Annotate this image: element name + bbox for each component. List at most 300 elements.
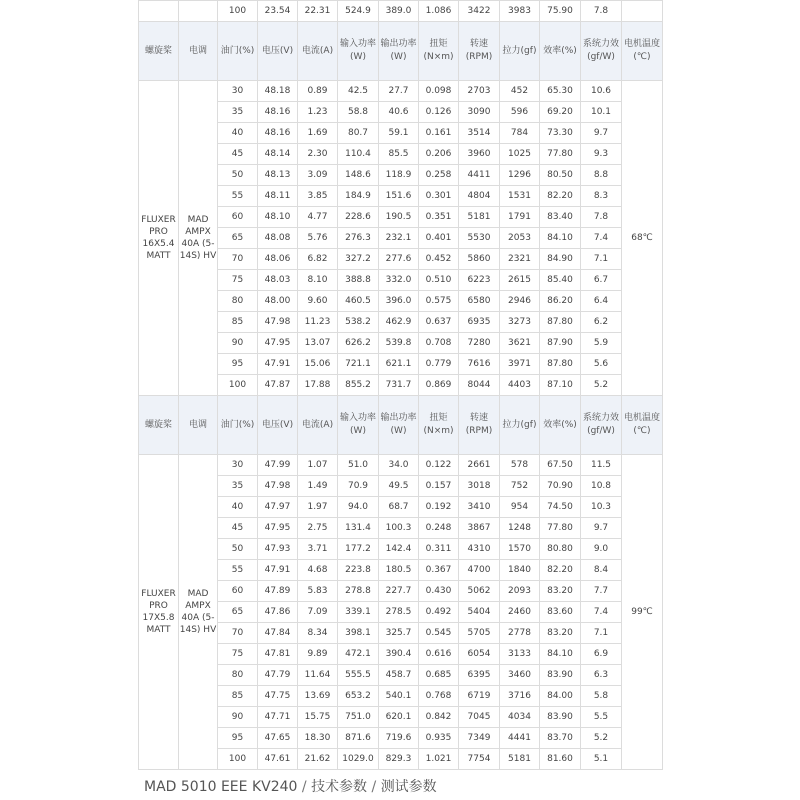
- table-cell: 11.5: [581, 455, 622, 476]
- table-cell: 48.08: [258, 228, 298, 249]
- table-cell: 2321: [500, 249, 540, 270]
- column-header: 转速(RPM): [459, 22, 500, 81]
- table-cell: 100: [218, 1, 258, 22]
- table-cell: 40.6: [379, 102, 419, 123]
- table-row: [139, 375, 663, 396]
- table-cell: 327.2: [338, 249, 379, 270]
- column-header: 效率(%): [540, 22, 581, 81]
- column-header: 电机温度(℃): [622, 22, 663, 81]
- table-cell: 70: [218, 623, 258, 644]
- table-cell: 7754: [459, 749, 500, 770]
- table-cell: 47.91: [258, 354, 298, 375]
- table-cell: 5.9: [581, 333, 622, 354]
- table-cell: 7.7: [581, 581, 622, 602]
- table-cell: 8.34: [298, 623, 338, 644]
- table-cell: 0.492: [419, 602, 459, 623]
- column-header: 拉力(gf): [500, 22, 540, 81]
- table-cell: 6395: [459, 665, 500, 686]
- table-cell: 540.1: [379, 686, 419, 707]
- table-row: [139, 686, 663, 707]
- table-cell: 47.93: [258, 539, 298, 560]
- table-cell: 83.90: [540, 665, 581, 686]
- table-cell: 232.1: [379, 228, 419, 249]
- table-cell: 7.4: [581, 602, 622, 623]
- table-cell: 80: [218, 665, 258, 686]
- table-cell: 7.1: [581, 249, 622, 270]
- table-cell: 85.40: [540, 270, 581, 291]
- table-row: [139, 102, 663, 123]
- table-cell: 49.5: [379, 476, 419, 497]
- table-cell: 0.452: [419, 249, 459, 270]
- table-cell: 148.6: [338, 165, 379, 186]
- table-cell: 1248: [500, 518, 540, 539]
- table-cell: 9.89: [298, 644, 338, 665]
- table-cell: 277.6: [379, 249, 419, 270]
- table-cell: 87.80: [540, 354, 581, 375]
- table-cell: 458.7: [379, 665, 419, 686]
- table-cell: 47.95: [258, 518, 298, 539]
- table-cell: 3716: [500, 686, 540, 707]
- table-cell: 1.97: [298, 497, 338, 518]
- table-cell: 752: [500, 476, 540, 497]
- table-cell: 0.685: [419, 665, 459, 686]
- table-cell: 7.8: [581, 1, 622, 22]
- table-cell: 8044: [459, 375, 500, 396]
- table-cell: 3514: [459, 123, 500, 144]
- table-cell: 396.0: [379, 291, 419, 312]
- table-cell: 0.545: [419, 623, 459, 644]
- table-cell: 48.18: [258, 81, 298, 102]
- table-cell: 47.75: [258, 686, 298, 707]
- table-cell: 6.3: [581, 665, 622, 686]
- table-cell: 2661: [459, 455, 500, 476]
- table-cell: 1.07: [298, 455, 338, 476]
- table-cell: 47.98: [258, 476, 298, 497]
- table-row: [139, 602, 663, 623]
- table-cell: 70: [218, 249, 258, 270]
- table-cell: 86.20: [540, 291, 581, 312]
- table-cell: 5181: [459, 207, 500, 228]
- column-header: 电流(A): [298, 22, 338, 81]
- table-cell: 4.68: [298, 560, 338, 581]
- table-row: [139, 539, 663, 560]
- table-cell: 87.80: [540, 312, 581, 333]
- table-cell: 82.20: [540, 186, 581, 207]
- table-row: [139, 312, 663, 333]
- esc-cell: MAD AMPX 40A (5-14S) HV: [179, 81, 218, 396]
- table-cell: 1.23: [298, 102, 338, 123]
- table-cell: 118.9: [379, 165, 419, 186]
- table-cell: 75: [218, 270, 258, 291]
- table-cell: 2.30: [298, 144, 338, 165]
- table-cell: 0.575: [419, 291, 459, 312]
- table-cell: 55: [218, 560, 258, 581]
- column-header: 电调: [179, 22, 218, 81]
- column-header: 电压(V): [258, 22, 298, 81]
- table-cell: 10.1: [581, 102, 622, 123]
- table-cell: 48.16: [258, 123, 298, 144]
- table-cell: 0.510: [419, 270, 459, 291]
- table-row: [139, 707, 663, 728]
- table-cell: 48.11: [258, 186, 298, 207]
- table-cell: 1570: [500, 539, 540, 560]
- table-cell: 83.90: [540, 707, 581, 728]
- table-cell: 228.6: [338, 207, 379, 228]
- table-cell: 4403: [500, 375, 540, 396]
- table-cell: 6.2: [581, 312, 622, 333]
- table-cell: 3960: [459, 144, 500, 165]
- table-cell: 0.126: [419, 102, 459, 123]
- empty-cell: [139, 1, 179, 22]
- column-header: 扭矩(N×m): [419, 22, 459, 81]
- table-cell: 47.98: [258, 312, 298, 333]
- table-cell: 180.5: [379, 560, 419, 581]
- table-cell: 0.430: [419, 581, 459, 602]
- table-cell: 1029.0: [338, 749, 379, 770]
- table-cell: 58.8: [338, 102, 379, 123]
- table-cell: 85: [218, 312, 258, 333]
- table-cell: 47.86: [258, 602, 298, 623]
- table-cell: 5.76: [298, 228, 338, 249]
- column-header: 效率(%): [540, 396, 581, 455]
- table-cell: 871.6: [338, 728, 379, 749]
- table-cell: 7280: [459, 333, 500, 354]
- column-header: 拉力(gf): [500, 396, 540, 455]
- table-cell: 81.60: [540, 749, 581, 770]
- table-cell: 75.90: [540, 1, 581, 22]
- table-cell: 80.80: [540, 539, 581, 560]
- table-cell: 1840: [500, 560, 540, 581]
- table-cell: 596: [500, 102, 540, 123]
- table-cell: 2703: [459, 81, 500, 102]
- table-row: [139, 749, 663, 770]
- table-cell: 6.82: [298, 249, 338, 270]
- table-cell: 45: [218, 518, 258, 539]
- table-row: [139, 249, 663, 270]
- table-cell: 8.10: [298, 270, 338, 291]
- table-cell: 22.31: [298, 1, 338, 22]
- table-cell: 524.9: [338, 1, 379, 22]
- table-cell: 45: [218, 144, 258, 165]
- table-cell: 731.7: [379, 375, 419, 396]
- table-cell: 48.03: [258, 270, 298, 291]
- table-cell: 82.20: [540, 560, 581, 581]
- table-cell: 0.157: [419, 476, 459, 497]
- table-cell: 69.20: [540, 102, 581, 123]
- table-cell: 9.0: [581, 539, 622, 560]
- column-header: 系统力效(gf/W): [581, 22, 622, 81]
- table-row: [139, 581, 663, 602]
- table-cell: 47.65: [258, 728, 298, 749]
- table-cell: 85.5: [379, 144, 419, 165]
- table-cell: 626.2: [338, 333, 379, 354]
- table-row: [139, 354, 663, 375]
- table-cell: 0.842: [419, 707, 459, 728]
- table-cell: 142.4: [379, 539, 419, 560]
- table-cell: 9.7: [581, 123, 622, 144]
- table-cell: 7045: [459, 707, 500, 728]
- table-row: [139, 81, 663, 102]
- table-cell: 83.60: [540, 602, 581, 623]
- table-cell: 0.206: [419, 144, 459, 165]
- table-cell: 70.9: [338, 476, 379, 497]
- table-cell: 47.84: [258, 623, 298, 644]
- table-cell: 0.708: [419, 333, 459, 354]
- table-cell: 15.06: [298, 354, 338, 375]
- table-cell: 190.5: [379, 207, 419, 228]
- breadcrumb-product[interactable]: MAD 5010 EEE KV240: [144, 779, 298, 795]
- table-cell: 184.9: [338, 186, 379, 207]
- table-cell: 276.3: [338, 228, 379, 249]
- table-row: [139, 207, 663, 228]
- table-cell: 5.5: [581, 707, 622, 728]
- table-cell: 0.122: [419, 455, 459, 476]
- table-cell: 47.91: [258, 560, 298, 581]
- table-cell: 151.6: [379, 186, 419, 207]
- table-row: [139, 270, 663, 291]
- table-cell: 15.75: [298, 707, 338, 728]
- breadcrumb-tech-params[interactable]: 技术参数: [311, 779, 368, 795]
- table-cell: 6.9: [581, 644, 622, 665]
- column-header: 螺旋桨: [139, 396, 179, 455]
- table-cell: 472.1: [338, 644, 379, 665]
- motor-temperature-cell: 68℃: [622, 81, 663, 396]
- table-cell: 3273: [500, 312, 540, 333]
- table-cell: 954: [500, 497, 540, 518]
- table-cell: 3.71: [298, 539, 338, 560]
- table-cell: 1.49: [298, 476, 338, 497]
- table-cell: 4.77: [298, 207, 338, 228]
- table-cell: 5062: [459, 581, 500, 602]
- table-cell: 87.90: [540, 333, 581, 354]
- table-cell: 95: [218, 728, 258, 749]
- table-cell: 278.8: [338, 581, 379, 602]
- column-header: 输出功率(W): [379, 396, 419, 455]
- table-row: [139, 228, 663, 249]
- table-row: [139, 560, 663, 581]
- table-cell: 10.3: [581, 497, 622, 518]
- table-cell: 50: [218, 165, 258, 186]
- table-cell: 177.2: [338, 539, 379, 560]
- table-cell: 7616: [459, 354, 500, 375]
- table-cell: 4804: [459, 186, 500, 207]
- table-cell: 85: [218, 686, 258, 707]
- table-cell: 8.3: [581, 186, 622, 207]
- table-cell: 94.0: [338, 497, 379, 518]
- spec-table-wrapper: [138, 0, 662, 770]
- table-cell: 48.06: [258, 249, 298, 270]
- test-data-table: [138, 0, 663, 770]
- table-cell: 48.10: [258, 207, 298, 228]
- table-cell: 47.89: [258, 581, 298, 602]
- table-cell: 68.7: [379, 497, 419, 518]
- table-cell: 5860: [459, 249, 500, 270]
- table-cell: 90: [218, 333, 258, 354]
- table-cell: 84.10: [540, 644, 581, 665]
- table-cell: 8.4: [581, 560, 622, 581]
- table-cell: 3422: [459, 1, 500, 22]
- table-row: [139, 291, 663, 312]
- breadcrumb-test-params: 测试参数: [380, 779, 437, 795]
- column-header: 电机温度(℃): [622, 396, 663, 455]
- table-cell: 8.8: [581, 165, 622, 186]
- table-cell: 1.086: [419, 1, 459, 22]
- table-cell: 100: [218, 375, 258, 396]
- table-row: [139, 728, 663, 749]
- table-cell: 47.99: [258, 455, 298, 476]
- table-cell: 87.10: [540, 375, 581, 396]
- table-cell: 40: [218, 497, 258, 518]
- table-cell: 74.50: [540, 497, 581, 518]
- table-cell: 67.50: [540, 455, 581, 476]
- table-row: [139, 518, 663, 539]
- breadcrumb: [144, 776, 437, 796]
- table-row: [139, 476, 663, 497]
- table-cell: 6223: [459, 270, 500, 291]
- table-cell: 5530: [459, 228, 500, 249]
- column-header: 油门(%): [218, 396, 258, 455]
- table-row: [139, 123, 663, 144]
- table-cell: 7.4: [581, 228, 622, 249]
- table-row: [139, 665, 663, 686]
- propeller-cell: FLUXER PRO 17X5.8 MATT: [139, 455, 179, 770]
- table-cell: 1025: [500, 144, 540, 165]
- table-cell: 5.83: [298, 581, 338, 602]
- column-header: 电调: [179, 396, 218, 455]
- table-cell: 460.5: [338, 291, 379, 312]
- table-row: [139, 623, 663, 644]
- column-header: 转速(RPM): [459, 396, 500, 455]
- table-cell: 5705: [459, 623, 500, 644]
- column-header: 输入功率(W): [338, 396, 379, 455]
- table-row: [139, 1, 663, 22]
- table-cell: 2.75: [298, 518, 338, 539]
- table-cell: 2778: [500, 623, 540, 644]
- table-cell: 3.09: [298, 165, 338, 186]
- table-cell: 13.07: [298, 333, 338, 354]
- table-cell: 11.23: [298, 312, 338, 333]
- table-cell: 1.021: [419, 749, 459, 770]
- table-cell: 30: [218, 455, 258, 476]
- table-cell: 721.1: [338, 354, 379, 375]
- breadcrumb-separator: /: [367, 779, 381, 795]
- table-cell: 388.8: [338, 270, 379, 291]
- table-cell: 75: [218, 644, 258, 665]
- table-cell: 0.248: [419, 518, 459, 539]
- table-cell: 2460: [500, 602, 540, 623]
- table-cell: 2093: [500, 581, 540, 602]
- table-cell: 3410: [459, 497, 500, 518]
- table-cell: 47.61: [258, 749, 298, 770]
- table-header-row: [139, 396, 663, 455]
- table-cell: 65.30: [540, 81, 581, 102]
- table-cell: 5.6: [581, 354, 622, 375]
- table-cell: 227.7: [379, 581, 419, 602]
- table-cell: 7349: [459, 728, 500, 749]
- table-cell: 4310: [459, 539, 500, 560]
- table-cell: 719.6: [379, 728, 419, 749]
- table-cell: 829.3: [379, 749, 419, 770]
- table-cell: 65: [218, 228, 258, 249]
- table-cell: 47.87: [258, 375, 298, 396]
- table-cell: 47.97: [258, 497, 298, 518]
- table-cell: 3018: [459, 476, 500, 497]
- table-cell: 80: [218, 291, 258, 312]
- table-cell: 3971: [500, 354, 540, 375]
- table-cell: 0.301: [419, 186, 459, 207]
- table-cell: 23.54: [258, 1, 298, 22]
- table-cell: 70.90: [540, 476, 581, 497]
- table-cell: 0.258: [419, 165, 459, 186]
- table-cell: 7.1: [581, 623, 622, 644]
- table-cell: 5404: [459, 602, 500, 623]
- table-cell: 2615: [500, 270, 540, 291]
- table-cell: 855.2: [338, 375, 379, 396]
- table-cell: 0.869: [419, 375, 459, 396]
- table-cell: 47.71: [258, 707, 298, 728]
- column-header: 扭矩(N×m): [419, 396, 459, 455]
- table-cell: 1531: [500, 186, 540, 207]
- table-cell: 83.40: [540, 207, 581, 228]
- table-cell: 6580: [459, 291, 500, 312]
- column-header: 电压(V): [258, 396, 298, 455]
- table-cell: 390.4: [379, 644, 419, 665]
- table-cell: 0.935: [419, 728, 459, 749]
- table-cell: 48.16: [258, 102, 298, 123]
- table-cell: 2946: [500, 291, 540, 312]
- table-cell: 35: [218, 476, 258, 497]
- table-cell: 100.3: [379, 518, 419, 539]
- table-cell: 9.7: [581, 518, 622, 539]
- table-cell: 332.0: [379, 270, 419, 291]
- table-cell: 555.5: [338, 665, 379, 686]
- motor-temperature-cell: 99℃: [622, 455, 663, 770]
- table-cell: 223.8: [338, 560, 379, 581]
- table-cell: 47.79: [258, 665, 298, 686]
- table-row: [139, 144, 663, 165]
- table-cell: 5.2: [581, 728, 622, 749]
- table-cell: 4411: [459, 165, 500, 186]
- table-cell: 1.69: [298, 123, 338, 144]
- table-cell: 17.88: [298, 375, 338, 396]
- table-cell: 3.85: [298, 186, 338, 207]
- table-cell: 83.20: [540, 623, 581, 644]
- table-cell: 131.4: [338, 518, 379, 539]
- table-cell: 325.7: [379, 623, 419, 644]
- table-cell: 13.69: [298, 686, 338, 707]
- table-cell: 30: [218, 81, 258, 102]
- table-cell: 0.616: [419, 644, 459, 665]
- table-cell: 539.8: [379, 333, 419, 354]
- breadcrumb-separator: /: [297, 779, 312, 795]
- table-row: [139, 165, 663, 186]
- table-cell: 40: [218, 123, 258, 144]
- table-cell: 653.2: [338, 686, 379, 707]
- table-cell: 0.192: [419, 497, 459, 518]
- table-cell: 50: [218, 539, 258, 560]
- table-cell: 100: [218, 749, 258, 770]
- table-header-row: [139, 22, 663, 81]
- table-cell: 48.13: [258, 165, 298, 186]
- table-cell: 0.367: [419, 560, 459, 581]
- table-cell: 21.62: [298, 749, 338, 770]
- table-cell: 3983: [500, 1, 540, 22]
- esc-cell: MAD AMPX 40A (5-14S) HV: [179, 455, 218, 770]
- table-cell: 60: [218, 207, 258, 228]
- table-cell: 278.5: [379, 602, 419, 623]
- table-cell: 48.00: [258, 291, 298, 312]
- table-cell: 6.7: [581, 270, 622, 291]
